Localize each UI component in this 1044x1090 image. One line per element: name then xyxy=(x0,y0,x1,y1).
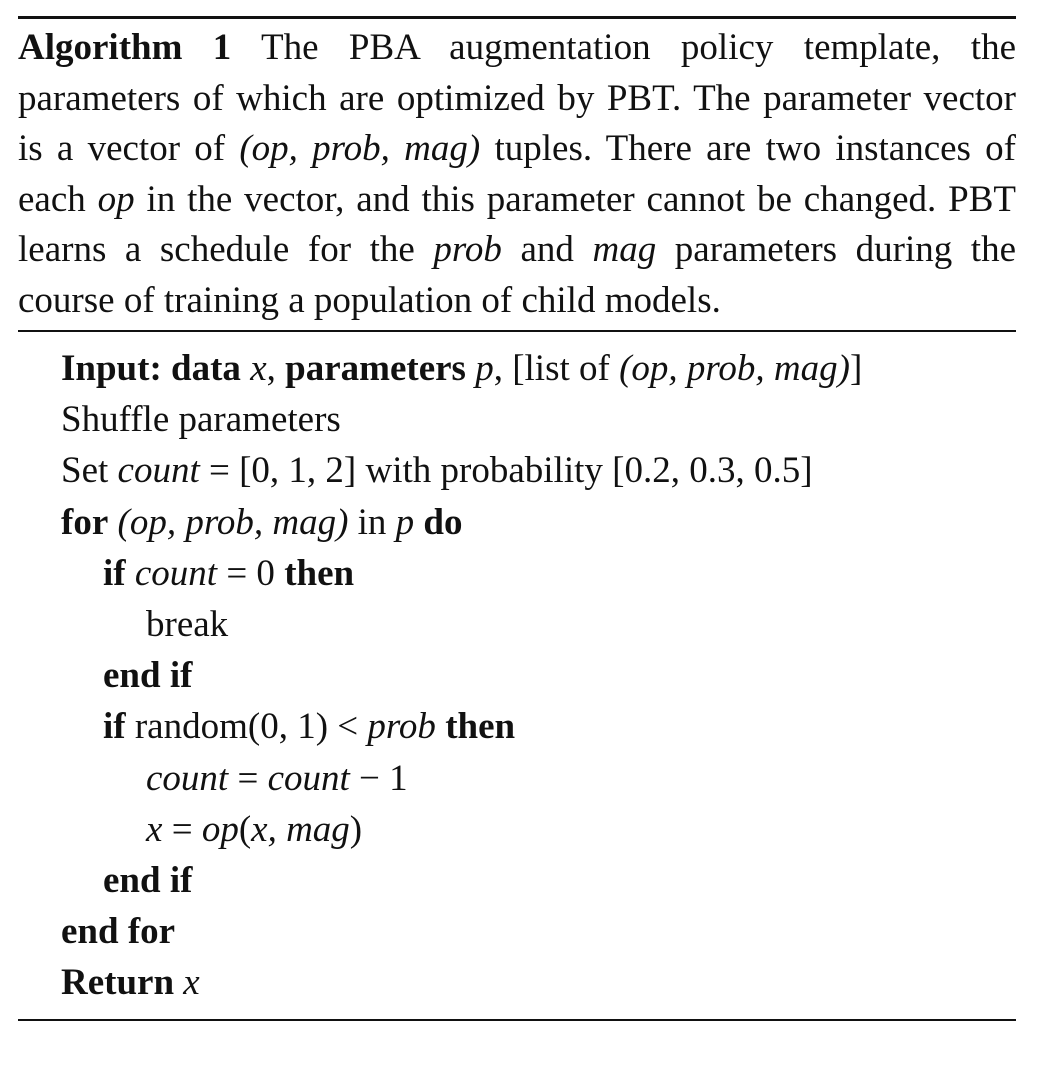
end-if-line xyxy=(18,650,1016,701)
break-line xyxy=(18,599,1016,650)
shuffle-line xyxy=(18,394,1016,445)
end-if-keyword: end if xyxy=(103,859,193,901)
code-text: ( xyxy=(238,808,252,850)
code-text: = [0, 1, 2] with probability [0.2, 0.3, 0.5] xyxy=(199,450,813,492)
math-var: x, mag xyxy=(251,808,350,850)
math-var: (op, prob, mag) xyxy=(108,501,349,543)
code-text: random(0, 1) < xyxy=(125,706,368,748)
math-var: op xyxy=(201,808,239,850)
end-if-keyword: end if xyxy=(103,655,193,697)
code-text: in xyxy=(348,501,396,543)
algorithm-caption xyxy=(18,19,1016,330)
math-var: count xyxy=(117,450,200,492)
set-count-line xyxy=(18,445,1016,496)
input-line xyxy=(18,343,1016,394)
do-keyword: do xyxy=(414,501,463,543)
code-text: ) xyxy=(349,808,363,850)
math-var: x xyxy=(146,808,163,850)
for-line xyxy=(18,497,1016,548)
caption-text: in the vector, and this parameter cannot be changed. PBT learns a schedule for the xyxy=(18,178,1016,270)
code-text: = 0 xyxy=(217,552,285,594)
algorithm-body xyxy=(18,332,1016,1019)
if-count-line xyxy=(18,548,1016,599)
caption-text: parameters during the course of training a population of child models. xyxy=(18,229,1017,321)
math-var: x xyxy=(174,962,200,1004)
return-line xyxy=(18,957,1016,1008)
algorithm-box xyxy=(18,16,1016,1021)
if-random-line xyxy=(18,701,1016,752)
code-text: , xyxy=(266,348,276,389)
code-text: = xyxy=(228,757,268,799)
caption-text: and xyxy=(501,229,593,270)
input-keyword: Input: xyxy=(61,348,162,389)
end-if-line xyxy=(18,855,1016,906)
code-text: Set xyxy=(61,450,118,492)
then-keyword: then xyxy=(435,706,516,748)
then-keyword: then xyxy=(284,552,355,594)
code-text: Shuffle parameters xyxy=(61,399,341,441)
if-keyword: if xyxy=(103,552,126,594)
math-var: (op, prob, mag) xyxy=(619,348,850,389)
caption-math: mag xyxy=(592,229,657,270)
caption-text: The PBA augmentation policy template, the parameters of which are optimized by PBT. The parameter vector is a vector of xyxy=(18,27,1016,169)
decrement-count-line xyxy=(18,753,1016,804)
apply-op-line xyxy=(18,804,1016,855)
for-keyword: for xyxy=(61,501,109,543)
data-keyword: data xyxy=(161,348,241,389)
math-var: p xyxy=(395,501,415,543)
math-var: count xyxy=(146,757,229,799)
caption-math: (op, prob, mag) xyxy=(239,128,481,169)
end-for-line xyxy=(18,906,1016,957)
algorithm-label: Algorithm 1 xyxy=(18,27,232,68)
caption-text: tuples. There are two instances of each xyxy=(18,128,1017,220)
code-text: break xyxy=(146,603,229,645)
code-text: = xyxy=(162,808,202,850)
math-var: count xyxy=(267,757,350,799)
math-var: x xyxy=(240,348,267,389)
bottom-rule xyxy=(18,1019,1016,1021)
code-text: − 1 xyxy=(349,757,408,799)
return-keyword: Return xyxy=(61,962,175,1004)
math-var: prob xyxy=(367,706,436,748)
parameters-keyword: parameters xyxy=(275,348,466,389)
if-keyword: if xyxy=(103,706,126,748)
math-var: count xyxy=(125,552,218,594)
caption-math: prob xyxy=(433,229,502,270)
caption-math: op xyxy=(97,178,135,220)
end-for-keyword: end for xyxy=(61,911,176,953)
code-text: , [list of xyxy=(493,348,620,389)
code-text: ] xyxy=(849,348,863,389)
math-var: p xyxy=(465,348,494,389)
